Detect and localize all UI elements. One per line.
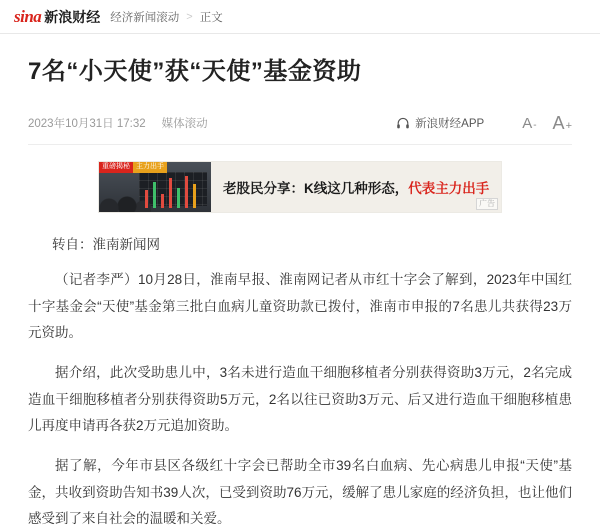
reprint-source: 转自：淮南新闻网 [52,237,160,253]
font-size-small-button[interactable] [522,116,536,131]
font-size-large-glyph: A [552,113,565,134]
page-title: 7名“小天使”获“天使”基金资助 [28,58,362,85]
sina-logo[interactable]: sina [14,7,42,26]
article-meta-row [28,114,572,145]
ad-candle [185,176,188,208]
sina-finance-logo-text[interactable]: 新浪财经 [44,8,101,25]
ad-label-badge: 广告 [476,198,498,210]
ad-candle [161,194,164,208]
ad-thumbnail-tag-1: 重磅揭秘 [99,162,133,172]
advertisement-banner[interactable] [98,161,502,213]
font-size-large-plus: + [565,120,572,133]
headphone-icon [396,116,410,130]
breadcrumb-item-category[interactable]: 经济新闻滚动 [110,11,180,24]
breadcrumb-item-current: 正文 [199,11,223,24]
meta-actions [396,114,572,132]
publish-date: 2023年10月31日 17:32 [28,118,146,131]
ad-text-main: 老股民分享：K线这几种形态， [223,181,409,197]
article-source[interactable]: 媒体滚动 [161,118,208,131]
article-paragraph: 据介绍，此次受助患儿中，3名未进行造血干细胞移植者分别获得资助3万元，2名完成造血干细胞移植者分别获得资助5万元，2名以往已资助3万元、后又进行造血干细胞移植患儿再度申请再各获2万元追加资助。 [28,365,572,433]
ad-text [211,177,489,197]
article-paragraph: （记者李严）10月28日，淮南早报、淮南网记者从市红十字会了解到，2023年中国红十字基金会“天使”基金第三批白血病儿童资助款已拨付，淮南市申报的7名患儿共获得23万元资助。 [28,272,572,341]
font-size-small-glyph: A [522,114,533,132]
ad-candle [153,182,156,208]
ad-candle [177,188,180,208]
ad-thumbnail-figures [99,186,151,212]
breadcrumb-separator: > [186,10,193,23]
listen-in-app-label: 新浪财经APP [415,118,485,131]
article-container [0,56,600,532]
ad-candle [169,178,172,208]
ad-text-highlight: 代表主力出手 [408,181,490,197]
listen-in-app-link[interactable] [396,115,484,131]
ad-thumbnail-tag-2: 主力出手 [133,162,167,172]
font-size-large-button[interactable] [553,114,572,132]
ad-candle [193,184,196,208]
ad-thumbnail-image [99,162,211,212]
ad-candle [145,190,148,208]
article-paragraph: 据了解，今年市县区各级红十字会已帮助全市39名白血病、先心病患儿申报“天使”基金，共收到资助告知书39人次，已受到资助76万元，缓解了患儿家庭的经济负担，也让他们感受到了来自社会的温暖和关爱。 [28,458,572,526]
font-size-small-minus: - [533,119,537,131]
top-navigation-bar [0,0,600,34]
